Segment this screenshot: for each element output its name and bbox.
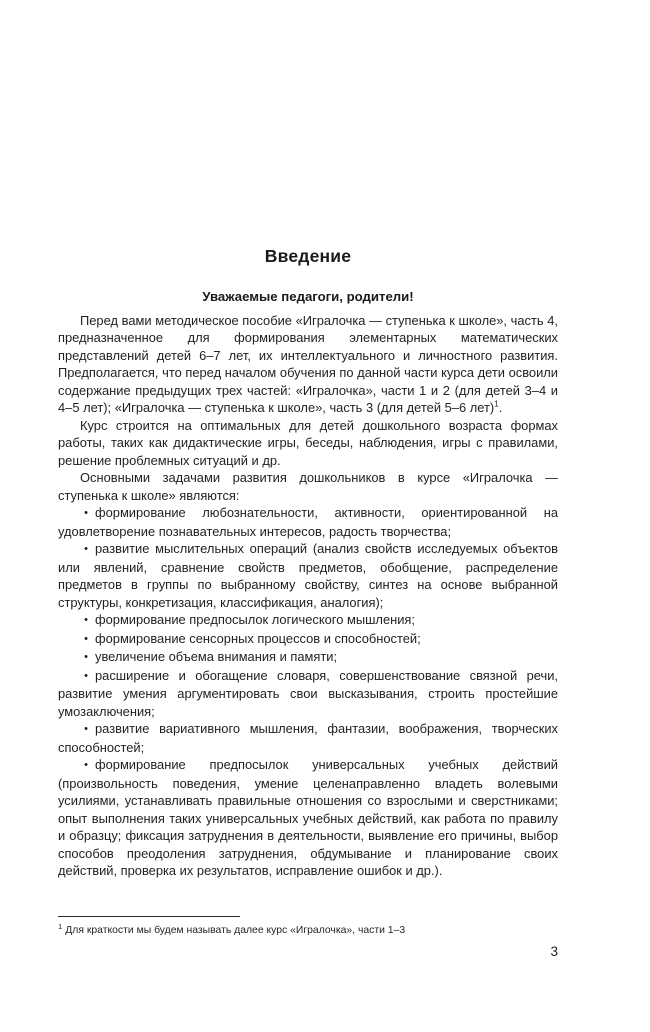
paragraph-text: Перед вами методическое пособие «Игралочка — ступенька к школе», часть 4, предназначенное для формирования элементарных математических представлений детей 6–7 лет, их интеллектуального и личностного развития. Предполагается, что перед началом обучения по данной части курса дети освоили содержание предыдущих трех частей: «Игралочка», части 1 и 2 (для детей 3–4 и 4–5 лет); «Игралочка — ступенька к школе», часть 3 (для детей 5–6 лет)	[58, 312, 558, 415]
footnote-reference: 1	[494, 399, 499, 409]
paragraph-course-forms: Курс строится на оптимальных для детей дошкольного возраста формах работы, таких как дидактические игры, беседы, наблюдения, игры с правилами, решение проблемных ситуаций и др.	[58, 417, 558, 468]
footnote-text	[58, 921, 558, 937]
list-item-text: расширение и обогащение словаря, совершенствование связной речи, развитие умения аргументировать свои высказывания, строить простейшие умозаключения;	[58, 667, 558, 719]
list-item-text: формирование любознательности, активности, ориентированной на удовлетворение познавательных интересов, радость творчества;	[58, 505, 558, 539]
bullet-marker: •	[84, 507, 88, 519]
list-item	[58, 648, 558, 667]
bullet-marker: •	[84, 543, 88, 555]
bullet-marker: •	[84, 669, 88, 682]
list-item	[58, 504, 558, 540]
list-item	[58, 667, 558, 721]
list-item-text: формирование предпосылок универсальных учебных действий (произвольность поведения, умение целенаправленно владеть волевыми усилиями, устанавливать правильные отношения со взрослыми и сверстниками; опыт выполнения таких универсальных учебных действий, как работа по правилу и образцу; фиксация затруднения в деятельности, выявление его причины, выбор способов преодоления затруднения, обдумывание и планирование своих действий, проверка их результатов, исправление ошибок и др.).	[58, 757, 558, 878]
list-item-text: развитие мыслительных операций (анализ свойств исследуемых объектов или явлений, сравнение свойств предметов, обобщение, распределение предметов в группы по выбранному свойству, синтез на основе выбранной структуры, конкретизация, классификация, аналогия);	[58, 541, 558, 610]
bullet-marker: •	[84, 632, 88, 645]
list-item-text: формирование предпосылок логического мышления;	[95, 612, 415, 627]
footnote-separator-rule	[58, 916, 240, 917]
list-item-text: формирование сенсорных процессов и способностей;	[95, 630, 421, 646]
page-subtitle: Уважаемые педагоги, родители!	[202, 289, 414, 304]
list-item-text: развитие вариативного мышления, фантазии, воображения, творческих способностей;	[58, 721, 558, 755]
page-title: Введение	[264, 246, 352, 266]
bullet-marker: •	[84, 759, 88, 771]
page-number: 3	[550, 944, 558, 959]
bullet-marker: •	[84, 614, 88, 626]
paragraph-main-tasks-lead: Основными задачами развития дошкольников в курсе «Игралочка — ступенька к школе» являются:	[58, 470, 558, 503]
footnote-body: Для краткости мы будем называть далее курс «Игралочка», части 1–3	[65, 925, 406, 936]
list-item	[58, 540, 558, 611]
list-item	[58, 611, 558, 630]
list-item	[58, 720, 558, 756]
paragraph-suffix: .	[498, 400, 503, 415]
paragraph-intro	[58, 312, 558, 417]
footnote-block	[58, 916, 558, 937]
bullet-marker: •	[84, 723, 88, 735]
page-content	[58, 246, 558, 880]
list-item	[58, 756, 558, 880]
list-item	[58, 630, 558, 649]
bullet-marker: •	[84, 651, 88, 663]
footnote-marker: 1	[58, 921, 63, 931]
list-item-text: увеличение объема внимания и памяти;	[95, 649, 338, 664]
